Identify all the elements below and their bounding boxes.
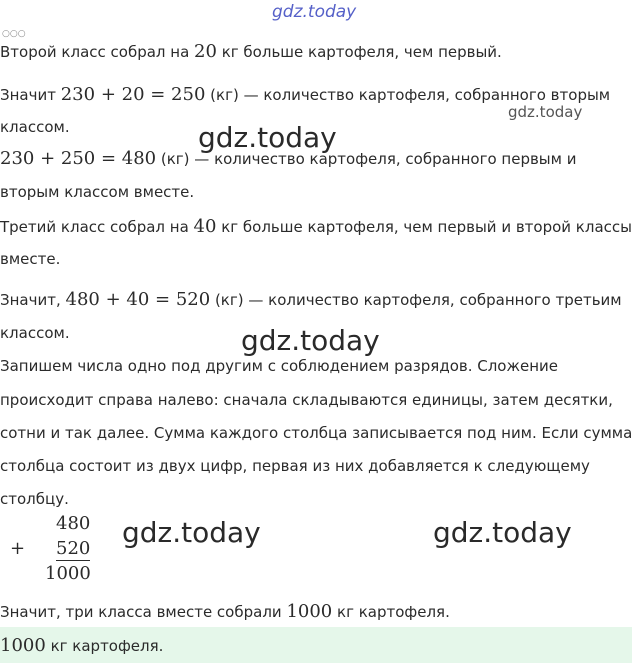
sum-addend-a: 480 [56, 513, 91, 534]
text-line: столбцу. [0, 490, 69, 508]
text-line: классом. [0, 324, 70, 342]
text-line: Значит, три класса вместе собрали 1000 кг картофеля. [0, 601, 450, 622]
text-line: Значит 230 + 20 = 250 (кг) — количество картофеля, собранного вторым [0, 84, 611, 105]
text-line: 230 + 250 = 480 (кг) — количество картофеля, собранного первым и [0, 148, 577, 169]
text-line: вторым классом вместе. [0, 183, 195, 201]
watermark-big-1: gdz.today [198, 121, 337, 154]
text-line: Запишем числа одно под другим с соблюдением разрядов. Сложение [0, 357, 559, 375]
text-line: столбца состоит из двух цифр, первая из них добавляется к следующему [0, 457, 590, 475]
watermark-big-3: gdz.today [122, 516, 261, 549]
text-line: происходит справа налево: сначала складываются единицы, затем десятки, [0, 391, 613, 409]
answer-box [0, 627, 632, 663]
text-line: Второй класс собрал на 20 кг больше картофеля, чем первый. [0, 41, 502, 62]
watermark-big-2: gdz.today [241, 324, 380, 357]
watermark-big-4: gdz.today [433, 516, 572, 549]
sum-plus: + [10, 538, 26, 559]
watermark-small: gdz.today [508, 103, 583, 121]
cut-marks: ○○○ [2, 29, 26, 39]
text-line: вместе. [0, 250, 61, 268]
sum-result: 1000 [45, 563, 91, 584]
text-line: классом. [0, 118, 70, 136]
answer-text: 1000 кг картофеля. [0, 635, 164, 656]
text-line: сотни и так далее. Сумма каждого столбца записывается под ним. Если сумма [0, 424, 632, 442]
sum-addend-b: 520 [56, 538, 91, 559]
text-line: Третий класс собрал на 40 кг больше картофеля, чем первый и второй классы [0, 216, 632, 237]
watermark-top: gdz.today [272, 2, 357, 22]
text-line: Значит, 480 + 40 = 520 (кг) — количество картофеля, собранного третьим [0, 289, 622, 310]
